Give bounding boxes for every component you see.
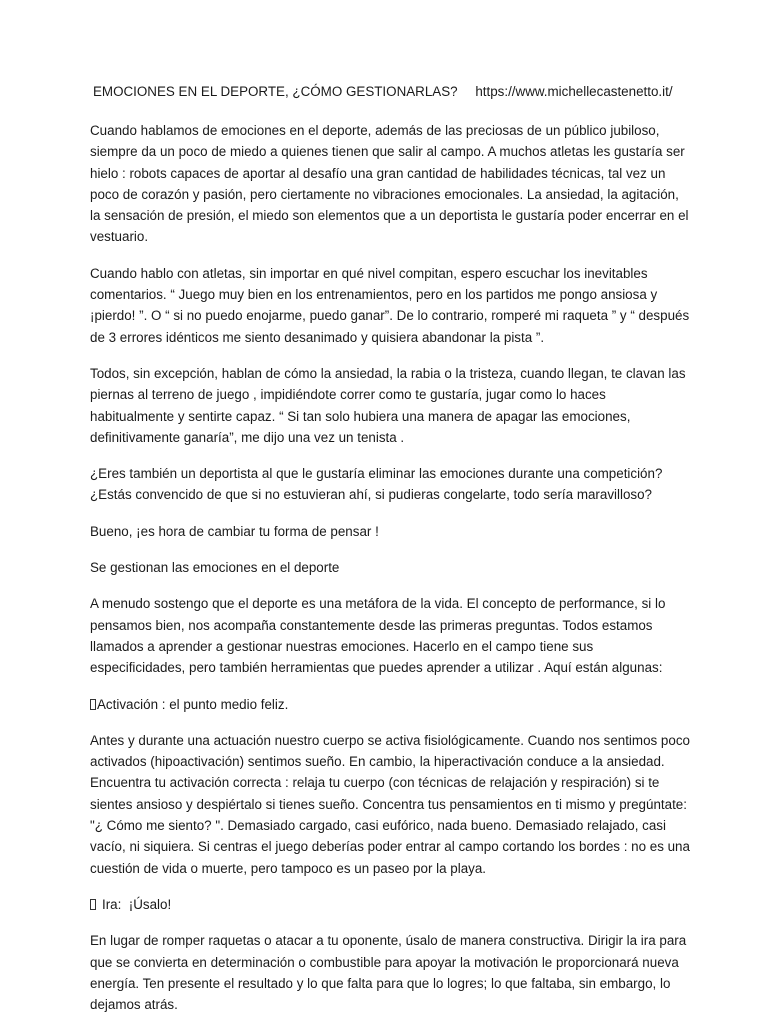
missing-glyph-icon <box>90 899 96 910</box>
paragraph-sport-metaphor: A menudo sostengo que el deporte es una metáfora de la vida. El concepto de performance, si lo pensamos bien, nos acompaña constantemente desde las primeras preguntas. Todos estamos llamados a aprender a gestionar nuestras emociones. Hacerlo en el campo tiene sus especificidades, pero también herramientas que puedes aprender a utilizar . Aquí están algunas: <box>90 596 666 676</box>
paragraph-change-thinking: Bueno, ¡es hora de cambiar tu forma de pensar ! <box>90 523 379 539</box>
document-page <box>90 82 690 1030</box>
paragraph-athlete-comments: Cuando hablo con atletas, sin importar en qué nivel compitan, espero escuchar los inevitables comentarios. “ Juego muy bien en los entrenamientos, pero en los partidos me pongo ansiosa y ¡pierdo! ”. O “ si no puedo enojarme, puedo ganar”. De lo contrario, romperé mi raqueta ” y “ después de 3 errores idénticos me siento desanimado y quisiera abandonar la pista ”. <box>90 265 690 345</box>
paragraph-question: ¿Eres también un deportista al que le gustaría eliminar las emociones durante una competición? ¿Estás convencido de que si no estuvieran ahí, si pudieras congelarte, todo sería maravilloso? <box>90 466 663 503</box>
section-anger-heading-text: Ira: ¡Úsalo! <box>102 896 172 912</box>
paragraph-subheading: Se gestionan las emociones en el deporte <box>90 560 340 576</box>
paragraph-emotions-effect: Todos, sin excepción, hablan de cómo la ansiedad, la rabia o la tristeza, cuando llegan, te clavan las piernas al terreno de juego , impidiéndote correr como te gustaría, jugar como lo haces habitualmente y sentirte capaz. “ Si tan solo hubiera una manera de apagar las emociones, definitivamente ganaría”, me dijo una vez un tenista . <box>90 365 686 445</box>
section-anger-body: En lugar de romper raquetas o atacar a tu oponente, úsalo de manera constructiva. Dirigir la ira para que se convierta en determinación o combustible para apoyar la motivación le proporcionará nueva energía. Ten presente el resultado y lo que falta para que lo logres; lo que faltaba, sin embargo, lo dejamos atrás. <box>90 933 687 1013</box>
missing-glyph-icon <box>90 699 96 710</box>
section-anger-heading <box>90 894 690 915</box>
section-activation-heading <box>90 694 690 715</box>
document-title: EMOCIONES EN EL DEPORTE, ¿CÓMO GESTIONARLAS? <box>93 84 458 99</box>
document-header <box>90 82 690 102</box>
source-url[interactable]: https://www.michellecastenetto.it/ <box>475 84 673 99</box>
section-activation-body: Antes y durante una actuación nuestro cuerpo se activa fisiológicamente. Cuando nos sentimos poco activados (hipoactivación) sentimos sueño. En cambio, la hiperactivación conduce a la ansiedad. Encuentra tu activación correcta : relaja tu cuerpo (con técnicas de relajación y respiración) si te sientes ansioso y despiértalo si tienes sueño. Concentra tus pensamientos en ti mismo y pregúntate: "¿ Cómo me siento? ". Demasiado cargado, casi eufórico, nada bueno. Demasiado relajado, casi vacío, ni siquiera. Si centras el juego deberías poder entrar al campo cortando los bordes : no es una cuestión de vida o muerte, pero tampoco es un paseo por la playa. <box>90 732 690 876</box>
paragraph-intro: Cuando hablamos de emociones en el deporte, además de las preciosas de un público jubiloso, siempre da un poco de miedo a quienes tienen que salir al campo. A muchos atletas les gustaría ser hielo : robots capaces de aportar al desafío una gran cantidad de habilidades técnicas, tal vez un poco de corazón y pasión, pero ciertamente no vibraciones emocionales. La ansiedad, la agitación, la sensación de presión, el miedo son elementos que a un deportista le gustaría poder encerrar en el vestuario. <box>90 123 689 245</box>
section-activation-heading-text: Activación : el punto medio feliz. <box>97 696 289 712</box>
